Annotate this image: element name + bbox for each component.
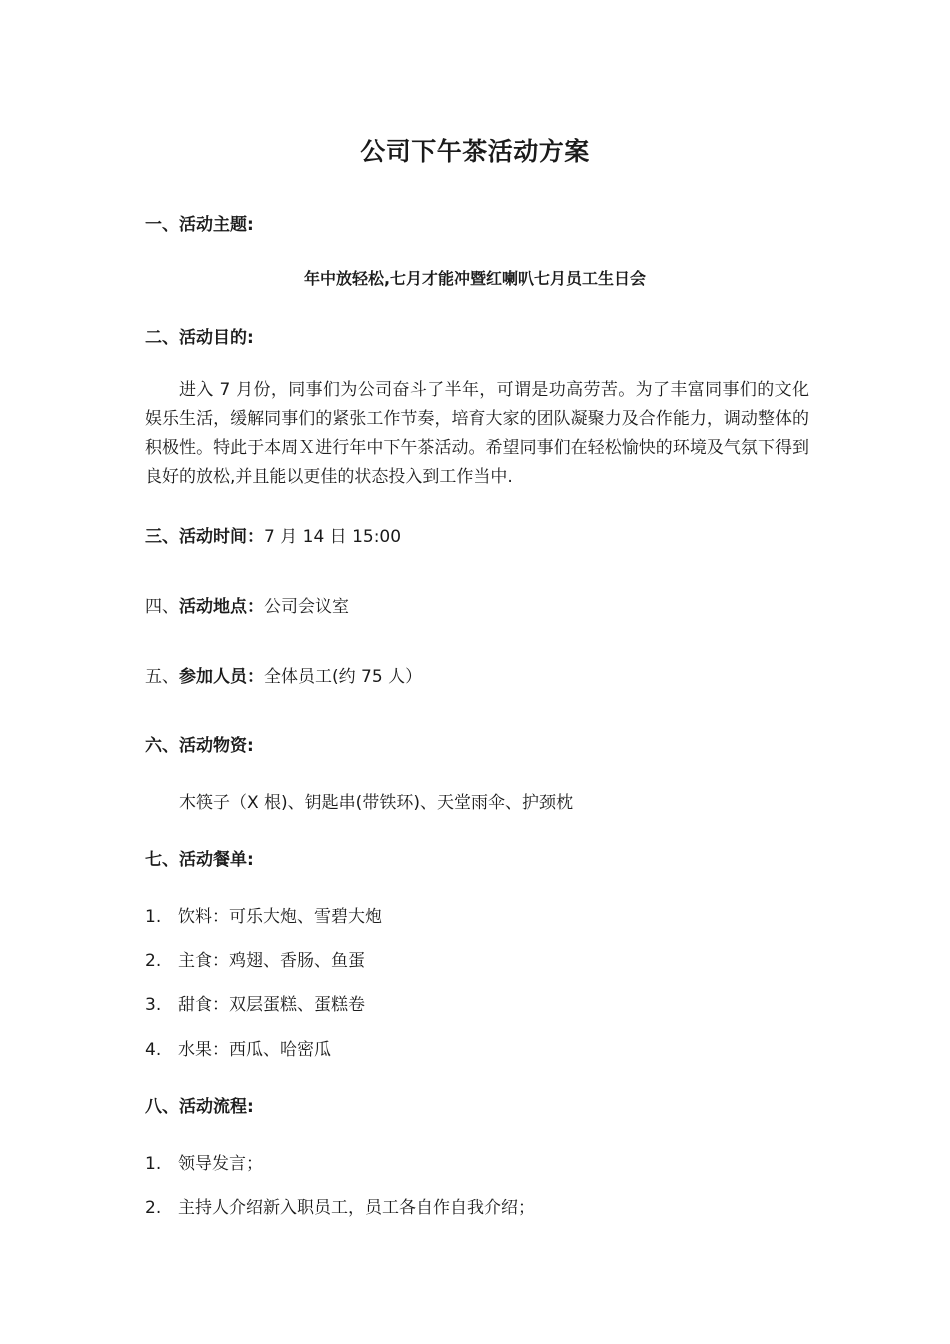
- section-location-heading: 活动地点：: [179, 597, 264, 617]
- section-theme-heading: 一、活动主题:: [145, 215, 254, 235]
- section-location-value: 公司会议室: [264, 597, 349, 617]
- section-location: [145, 592, 349, 617]
- list-item-number: 2.: [145, 951, 162, 971]
- section-time-value: 7 月 14 日 15:00: [264, 527, 402, 547]
- section-participants: [145, 662, 422, 687]
- theme-text: 年中放轻松,七月才能冲暨红喇叭七月员工生日会: [303, 269, 647, 288]
- purpose-paragraph: 进入 7 月份，同事们为公司奋斗了半年，可谓是功高劳苦。为了丰富同事们的文化娱乐生活，缓解同事们的紧张工作节奏，培育大家的团队凝聚力及合作能力，调动整体的积极性。特此于本周Ｘ进行年中下午茶活动。希望同事们在轻松愉快的环境及气氛下得到良好的放松,并且能以更佳的状态投入到工作当中.: [145, 380, 809, 487]
- list-item-number: 1.: [145, 907, 162, 927]
- list-item-number: 3.: [145, 995, 162, 1015]
- document-title: 公司下午茶活动方案: [360, 137, 590, 166]
- list-item-number: 4.: [145, 1040, 162, 1060]
- list-item: [145, 990, 365, 1015]
- list-item: [145, 1149, 263, 1174]
- list-item-text: 甜食：双层蛋糕、蛋糕卷: [178, 995, 365, 1015]
- section-location-prefix: 四、: [145, 597, 179, 617]
- list-item: [145, 1193, 535, 1218]
- list-item-text: 饮料：可乐大炮、雪碧大炮: [178, 907, 382, 927]
- list-item-text: 领导发言；: [178, 1154, 263, 1174]
- section-purpose-heading: 二、活动目的:: [145, 328, 254, 348]
- section-participants-heading: 参加人员：: [179, 667, 264, 687]
- list-item: [145, 1035, 331, 1060]
- list-item-number: 1.: [145, 1154, 162, 1174]
- list-item-number: 2.: [145, 1198, 162, 1218]
- list-item: [145, 946, 365, 971]
- section-participants-prefix: 五、: [145, 667, 179, 687]
- section-supplies-heading: 六、活动物资:: [145, 736, 254, 756]
- list-item: [145, 902, 382, 927]
- section-menu-heading: 七、活动餐单:: [145, 850, 254, 870]
- section-time: [145, 522, 401, 547]
- list-item-text: 水果：西瓜、哈密瓜: [178, 1040, 331, 1060]
- section-process-heading: 八、活动流程:: [145, 1097, 254, 1117]
- section-time-heading: 三、活动时间：: [145, 527, 264, 547]
- section-participants-value: 全体员工(约 75 人）: [264, 667, 423, 687]
- list-item-text: 主食：鸡翅、香肠、鱼蛋: [178, 951, 365, 971]
- list-item-text: 主持人介绍新入职员工，员工各自作自我介绍；: [178, 1198, 535, 1218]
- supplies-text: 木筷子（X 根)、钥匙串(带铁环)、天堂雨伞、护颈枕: [179, 793, 573, 813]
